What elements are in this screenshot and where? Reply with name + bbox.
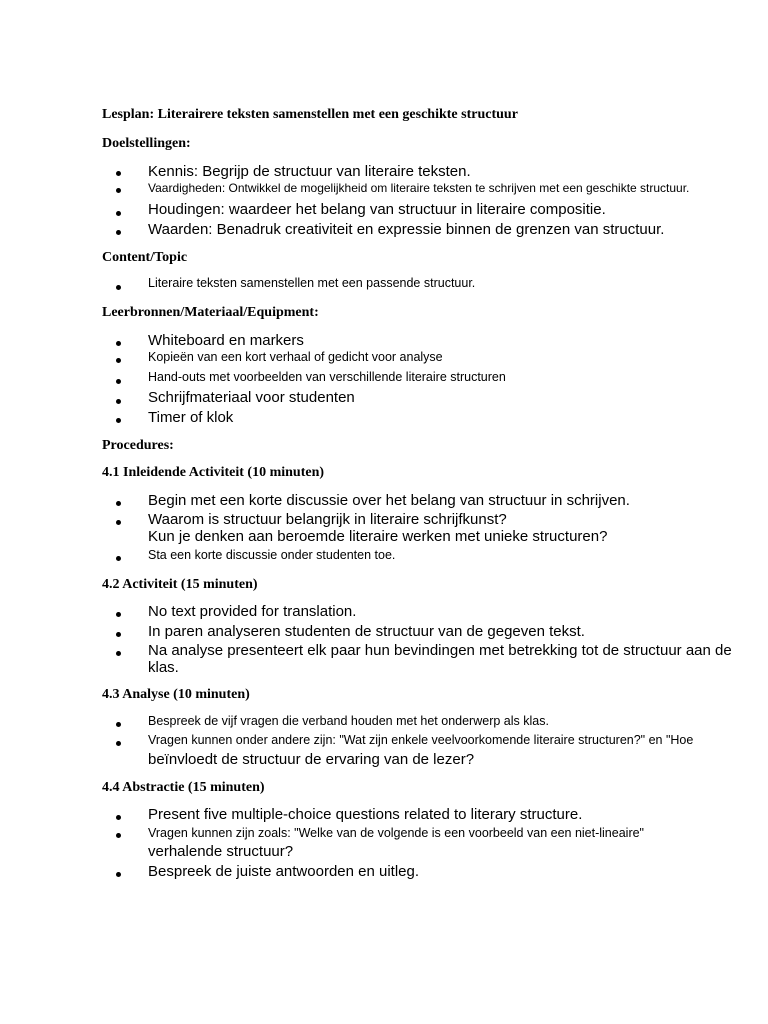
list-item: Kopieën van een kort verhaal of gedicht voor analyse xyxy=(148,350,443,364)
bullet xyxy=(116,651,122,657)
bullet xyxy=(116,341,122,347)
list-item: Whiteboard en markers xyxy=(148,332,304,349)
bullet xyxy=(116,230,122,236)
section-heading-procedures: Procedures: xyxy=(102,438,174,453)
list-item: Begin met een korte discussie over het belang van structuur in schrijven. xyxy=(148,492,630,509)
bullet xyxy=(116,285,122,291)
section-heading-4-4: 4.4 Abstractie (15 minuten) xyxy=(102,780,265,795)
section-heading-4-1: 4.1 Inleidende Activiteit (10 minuten) xyxy=(102,465,325,480)
list-item: Houdingen: waardeer het belang van structuur in literaire compositie. xyxy=(148,201,606,218)
bullet xyxy=(116,171,122,177)
list-item: Bespreek de vijf vragen die verband houden met het onderwerp als klas. xyxy=(148,714,549,728)
bullet xyxy=(116,815,122,821)
bullet xyxy=(116,379,122,385)
list-item: Vragen kunnen zijn zoals: "Welke van de volgende is een voorbeeld van een niet-lineaire" xyxy=(148,826,644,840)
bullet xyxy=(116,632,122,638)
list-item: Literaire teksten samenstellen met een passende structuur. xyxy=(148,276,476,290)
list-item: Timer of klok xyxy=(148,409,234,426)
bullet xyxy=(116,501,122,507)
list-item: Kennis: Begrijp de structuur van literaire teksten. xyxy=(148,163,471,180)
bullet xyxy=(116,612,122,618)
bullet xyxy=(116,741,122,747)
list-item: Vaardigheden: Ontwikkel de mogelijkheid om literaire teksten te schrijven met een geschikte structuur. xyxy=(148,181,690,195)
section-heading-doelstellingen: Doelstellingen: xyxy=(102,136,191,151)
list-item: No text provided for translation. xyxy=(148,603,357,620)
bullet xyxy=(116,211,122,217)
bullet xyxy=(116,188,122,194)
section-heading-4-3: 4.3 Analyse (10 minuten) xyxy=(102,687,250,702)
list-item: Waarden: Benadruk creativiteit en expressie binnen de grenzen van structuur. xyxy=(148,221,665,238)
list-item-continuation: klas. xyxy=(148,659,179,676)
list-item-continuation: beïnvloedt de structuur de ervaring van de lezer? xyxy=(148,751,475,768)
bullet xyxy=(116,399,122,405)
section-heading-4-2: 4.2 Activiteit (15 minuten) xyxy=(102,577,258,592)
bullet xyxy=(116,722,122,728)
page-title: Lesplan: Literairere teksten samenstellen met een geschikte structuur xyxy=(102,107,518,122)
list-item: Sta een korte discussie onder studenten toe. xyxy=(148,548,396,562)
list-item: Schrijfmateriaal voor studenten xyxy=(148,389,355,406)
bullet xyxy=(116,556,122,562)
list-item: In paren analyseren studenten de structuur van de gegeven tekst. xyxy=(148,623,585,640)
section-heading-materiaal: Leerbronnen/Materiaal/Equipment: xyxy=(102,305,319,320)
list-item: Waarom is structuur belangrijk in literaire schrijfkunst? xyxy=(148,511,507,528)
list-item: Bespreek de juiste antwoorden en uitleg. xyxy=(148,863,420,880)
list-item: Na analyse presenteert elk paar hun bevindingen met betrekking tot de structuur aan de xyxy=(148,642,732,659)
list-item-continuation: Kun je denken aan beroemde literaire werken met unieke structuren? xyxy=(148,528,608,545)
bullet xyxy=(116,418,122,424)
bullet xyxy=(116,833,122,839)
list-item: Vragen kunnen onder andere zijn: "Wat zijn enkele veelvoorkomende literaire structuren?" en "Hoe xyxy=(148,733,694,747)
list-item-continuation: verhalende structuur? xyxy=(148,843,294,860)
bullet xyxy=(116,872,122,878)
bullet xyxy=(116,520,122,526)
list-item: Present five multiple-choice questions related to literary structure. xyxy=(148,806,583,823)
list-item: Hand-outs met voorbeelden van verschillende literaire structuren xyxy=(148,370,506,384)
bullet xyxy=(116,358,122,364)
section-heading-content: Content/Topic xyxy=(102,250,188,265)
